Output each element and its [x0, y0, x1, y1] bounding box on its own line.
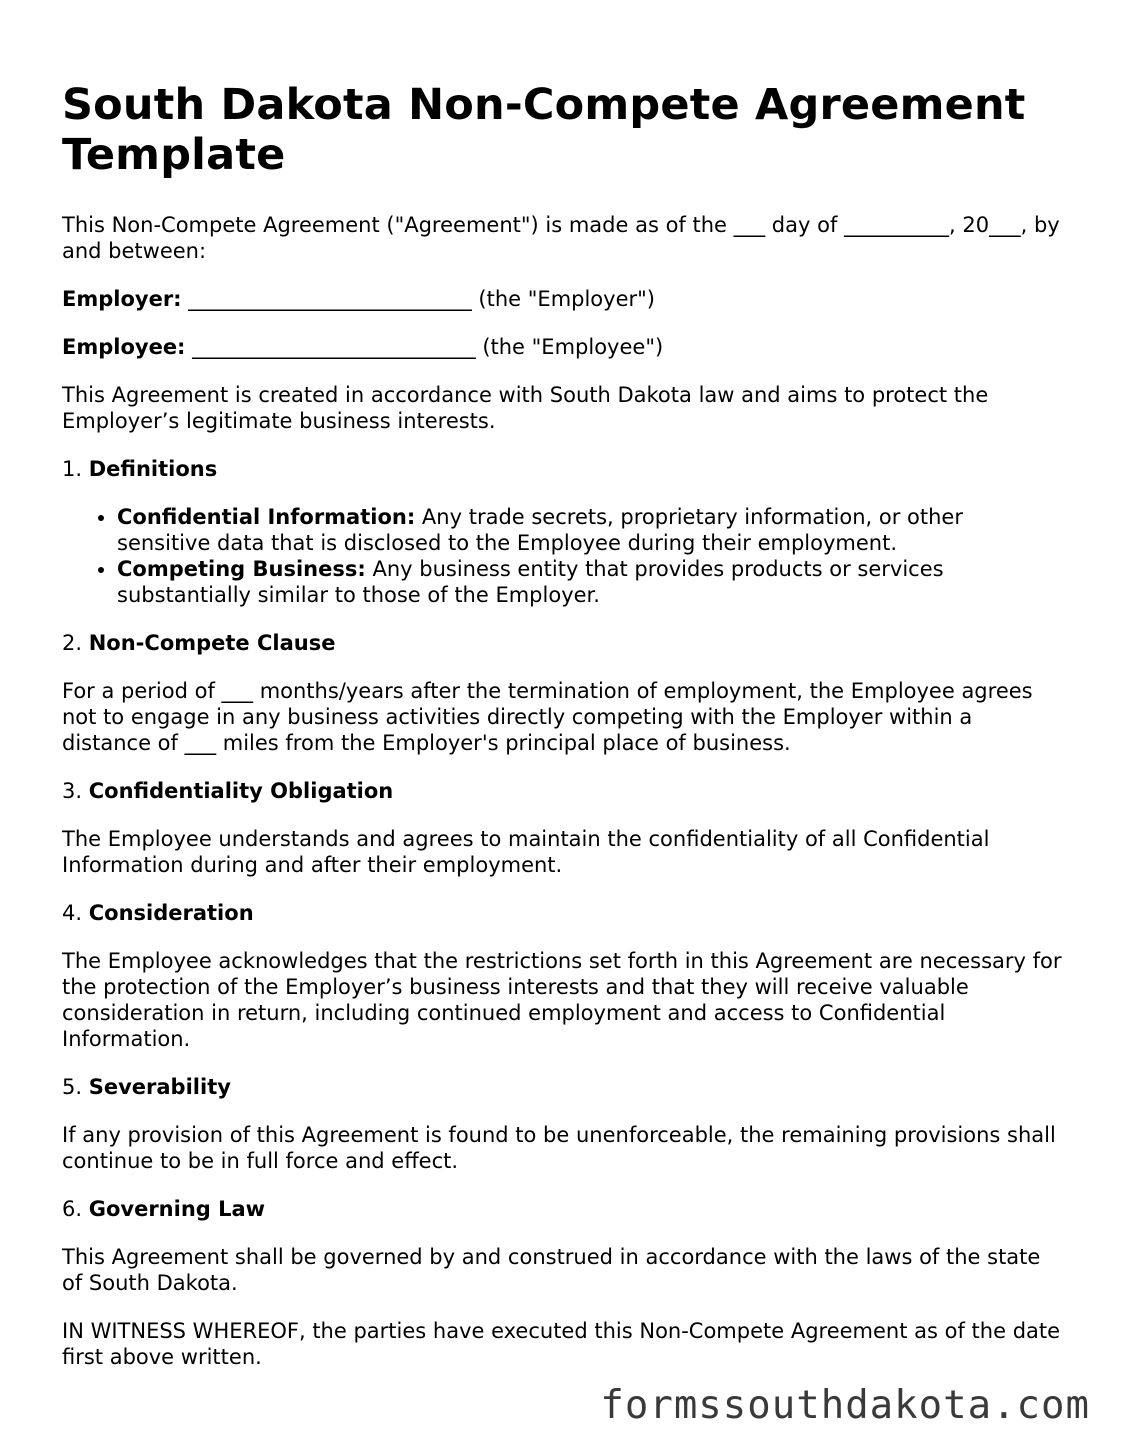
employer-label: Employer: — [62, 287, 182, 311]
witness-paragraph: IN WITNESS WHEREOF, the parties have executed this Non-Compete Agreement as of the date first above written. — [62, 1319, 1061, 1369]
employer-blank: ___________________________ (the "Employer") — [181, 287, 655, 311]
document-page — [62, 80, 1062, 1392]
list-item: • Competing Business: Any business entity that provides products or services substantially similar to those of the Employer. — [117, 556, 1062, 608]
confidentiality-paragraph: The Employee understands and agrees to maintain the confidentiality of all Confidential Information during and after their employment. — [62, 827, 990, 877]
employee-blank: ___________________________ (the "Employee") — [185, 335, 664, 359]
intro-paragraph: This Non-Compete Agreement ("Agreement") is made as of the ___ day of __________, 20___, by and between: — [62, 213, 1060, 263]
section-heading-governing-law: 6. Governing Law — [62, 1197, 266, 1221]
employee-label: Employee: — [62, 335, 186, 359]
page-title: South Dakota Non-Compete Agreement Template — [62, 80, 1026, 180]
list-item: • Confidential Information: Any trade secrets, proprietary information, or other sensitive data that is disclosed to the Employee during their employment. — [117, 504, 1062, 556]
section-heading-confidentiality: 3. Confidentiality Obligation — [62, 779, 394, 803]
definitions-list — [62, 504, 1062, 608]
non-compete-paragraph: For a period of ___ months/years after the termination of employment, the Employee agrees not to engage in any business activities directly competing with the Employer within a distance of ___ miles from the Employer's principal place of business. — [62, 679, 1033, 755]
purpose-paragraph: This Agreement is created in accordance with South Dakota law and aims to protect the Employer’s legitimate business interests. — [62, 383, 989, 433]
section-heading-consideration: 4. Consideration — [62, 901, 254, 925]
governing-law-paragraph: This Agreement shall be governed by and construed in accordance with the laws of the state of South Dakota. — [62, 1245, 1041, 1295]
section-heading-severability: 5. Severability — [62, 1075, 231, 1099]
consideration-paragraph: The Employee acknowledges that the restrictions set forth in this Agreement are necessary for the protection of the Employer’s business interests and that they will receive valuable consideration in return, including continued employment and access to Confidential Information. — [62, 949, 1062, 1051]
section-heading-non-compete: 2. Non-Compete Clause — [62, 631, 336, 655]
severability-paragraph: If any provision of this Agreement is found to be unenforceable, the remaining provisions shall continue to be in full force and effect. — [62, 1123, 1056, 1173]
footer-watermark: formssouthdakota.com — [600, 1383, 1090, 1428]
employee-line — [62, 334, 1062, 360]
employer-line — [62, 286, 1062, 312]
section-heading-definitions: 1. Definitions — [62, 457, 218, 481]
